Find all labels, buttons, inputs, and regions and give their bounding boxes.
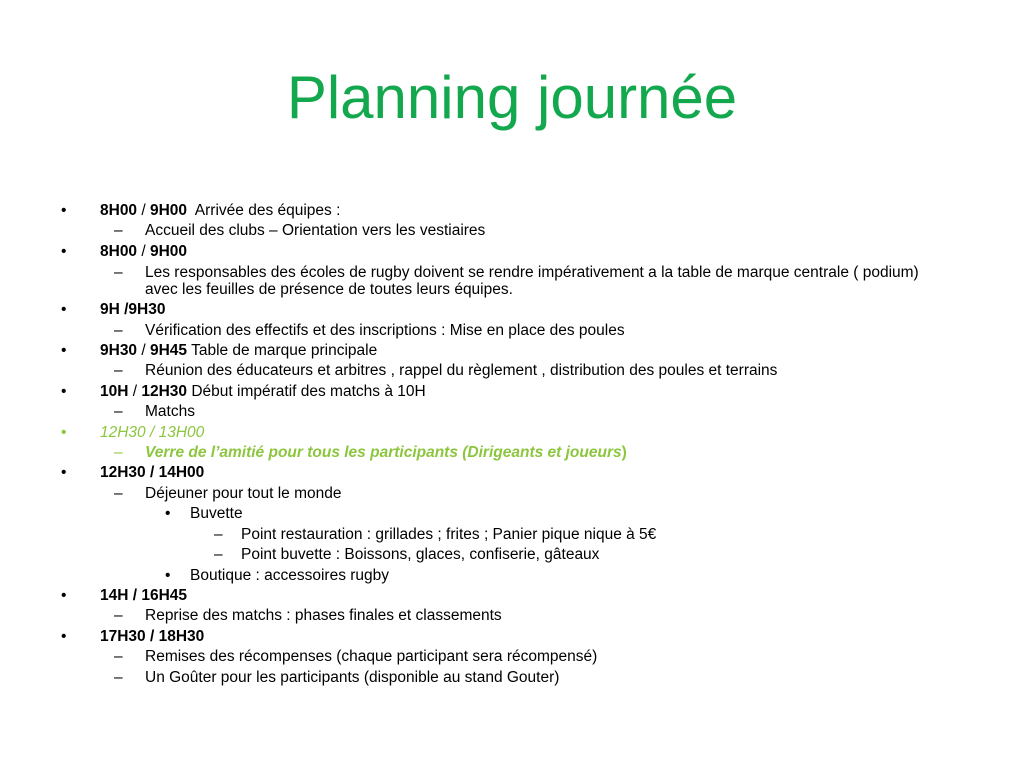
item-text: Table de marque principale: [187, 342, 378, 360]
sub-item-text: Reprise des matchs : phases finales et classements: [145, 607, 502, 625]
sub-item: [0, 484, 1000, 504]
schedule-list: [0, 201, 1000, 688]
list-item: [0, 341, 1000, 361]
dash-icon: –: [214, 525, 223, 543]
bullet-icon: •: [61, 464, 67, 482]
time-end: 9H00: [149, 242, 188, 260]
sub-item-text: Déjeuner pour tout le monde: [145, 484, 342, 502]
dash-icon: –: [114, 362, 123, 380]
time-range: 14H / 16H45: [100, 586, 188, 604]
bullet-icon: •: [61, 242, 67, 260]
bullet-icon: •: [61, 627, 67, 645]
time-separator: /: [128, 382, 142, 400]
sub-item-text: Vérification des effectifs et des inscriptions : Mise en place des poules: [145, 321, 625, 339]
time-start: 8H00: [100, 242, 138, 260]
dash-icon: –: [114, 484, 123, 502]
sub-item: [0, 361, 1000, 381]
sub-item-text: Un Goûter pour les participants (disponible au stand Gouter): [145, 668, 560, 686]
time-separator: /: [137, 202, 150, 219]
time-start: 9H30: [100, 342, 138, 360]
bullet-icon: •: [61, 342, 67, 360]
time-range: 9H /9H30: [100, 301, 166, 319]
sub-item-highlight: [0, 443, 1000, 463]
sub-item-text: Les responsables des écoles de rugby doivent se rendre impérativement a la table de marque centrale ( podium) avec les feuilles de présence de toutes leurs équipes.: [145, 264, 919, 299]
sub-item-text: Verre de l’amitié pour tous les participants (Dirigeants et joueurs: [145, 444, 622, 462]
sub-item: [0, 606, 1000, 626]
bullet-icon: •: [61, 423, 67, 441]
detail-item: [0, 525, 1000, 545]
dash-icon: –: [214, 546, 223, 564]
list-item: [0, 382, 1000, 402]
dash-icon: –: [114, 648, 123, 666]
sub-item: [0, 321, 1000, 341]
bullet-icon: •: [61, 586, 67, 604]
detail-item-text: Point buvette : Boissons, glaces, confiserie, gâteaux: [241, 546, 600, 564]
sub-sub-item: [0, 566, 1000, 586]
sub-item: [0, 647, 1000, 667]
list-item: [0, 201, 1000, 221]
time-start: 10H: [100, 382, 129, 400]
item-text: Début impératif des matchs à 10H: [187, 382, 426, 400]
detail-item-text: Point restauration : grillades ; frites ; Panier pique nique à 5€: [241, 525, 657, 543]
sub-item-text: Accueil des clubs – Orientation vers les vestiaires: [145, 222, 486, 240]
time-end: 12H30: [141, 382, 188, 400]
bullet-icon: •: [165, 505, 171, 523]
time-range: 12H30 / 13H00: [100, 423, 205, 441]
sub-sub-item: [0, 504, 1000, 524]
bullet-icon: •: [165, 566, 171, 584]
time-end: 9H45: [149, 342, 188, 360]
dash-icon: –: [114, 321, 123, 339]
time-range: 12H30 / 14H00: [100, 464, 205, 482]
sub-item: [0, 262, 935, 300]
time-start: 8H00: [100, 202, 138, 219]
time-separator: /: [137, 242, 150, 260]
sub-item: [0, 668, 1000, 688]
closing-paren: ): [621, 444, 627, 462]
time-separator: /: [137, 342, 150, 360]
sub-sub-item-text: Buvette: [190, 505, 243, 523]
list-item: [0, 300, 1000, 320]
item-text: Arrivée des équipes :: [187, 202, 341, 219]
bullet-icon: •: [61, 202, 67, 219]
dash-icon: –: [114, 222, 123, 240]
time-range: 17H30 / 18H30: [100, 627, 205, 645]
list-item: [0, 463, 1000, 483]
detail-item: [0, 545, 1000, 565]
sub-sub-item-text: Boutique : accessoires rugby: [190, 566, 390, 584]
sub-item-text: Remises des récompenses (chaque participant sera récompensé): [145, 648, 598, 666]
slide-title: Planning journée: [286, 64, 738, 131]
list-item: [0, 586, 1000, 606]
dash-icon: –: [114, 607, 123, 625]
dash-icon: –: [114, 444, 123, 462]
list-item: [0, 242, 1000, 262]
sub-item-text: Réunion des éducateurs et arbitres , rappel du règlement , distribution des poules et terrains: [145, 362, 778, 380]
dash-icon: –: [114, 264, 123, 282]
time-end: 9H00: [149, 202, 188, 219]
dash-icon: –: [114, 668, 123, 686]
list-item-highlight: [0, 423, 1000, 443]
bullet-icon: •: [61, 382, 67, 400]
list-item: [0, 627, 1000, 647]
sub-item: [0, 402, 1000, 422]
sub-item-text: Matchs: [145, 403, 195, 421]
sub-item: [0, 221, 1000, 241]
bullet-icon: •: [61, 301, 67, 319]
dash-icon: –: [114, 403, 123, 421]
